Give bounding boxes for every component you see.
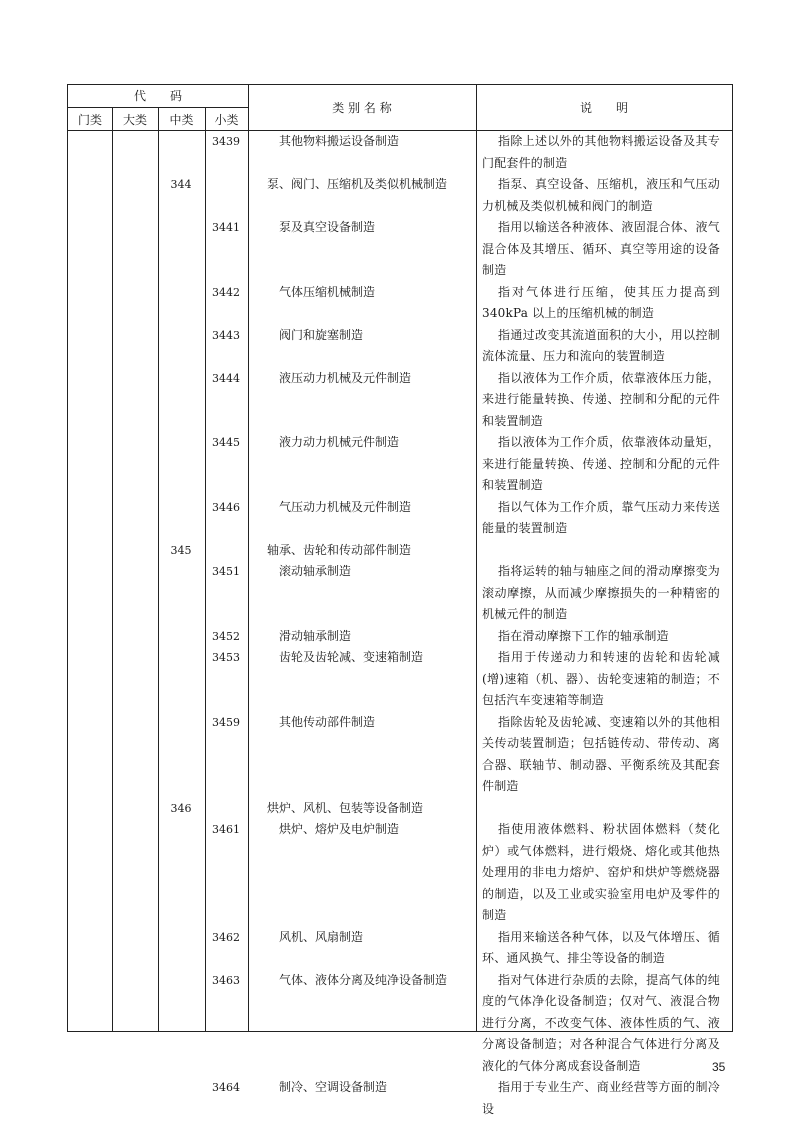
mid-code: 346 [170, 801, 192, 815]
sub-code: 3439 [212, 135, 240, 148]
sub-code: 3445 [212, 436, 240, 449]
sub-code: 3444 [212, 371, 240, 385]
category-name: 制冷、空调设备制造 [279, 1080, 388, 1094]
table-row [68, 712, 732, 798]
table-row [68, 970, 732, 1078]
table-row [68, 927, 732, 970]
page-number: 35 [712, 1060, 726, 1074]
header-men: 门类 [77, 113, 102, 127]
table-row [68, 325, 732, 368]
category-description: 指以气体为工作介质，靠气压动力来传送能量的装置制造 [482, 499, 720, 535]
sub-code: 3446 [212, 500, 240, 514]
table-row [68, 819, 732, 927]
category-description: 指除上述以外的其他物料搬运设备及其专门配套件的制造 [482, 134, 720, 170]
category-name: 烘炉、风机、包装等设备制造 [267, 800, 424, 815]
header-xiao: 小类 [214, 113, 239, 127]
table-row [68, 282, 732, 325]
category-description: 指用来输送各种气体，以及气体增压、循环、通风换气、排尘等设备的制造 [482, 929, 720, 965]
header-da: 大类 [122, 113, 147, 127]
category-name: 滚动轴承制造 [279, 564, 352, 578]
table-row [68, 368, 732, 433]
category-name: 阀门和旋塞制造 [279, 327, 364, 342]
sub-code: 3442 [212, 285, 240, 299]
table-row [68, 131, 732, 174]
category-description: 指对气体进行压缩，使其压力提高到 340kPa 以上的压缩机械的制造 [482, 284, 720, 320]
category-description: 指通过改变其流道面积的大小，用以控制流体流量、压力和流向的装置制造 [482, 327, 720, 363]
sub-code: 3452 [212, 629, 240, 643]
sub-code: 3464 [212, 1081, 240, 1094]
table-row [68, 497, 732, 540]
table-row [68, 174, 732, 217]
mid-code: 344 [170, 178, 192, 191]
category-name: 齿轮及齿轮减、变速箱制造 [279, 650, 424, 664]
mid-code: 345 [170, 543, 192, 557]
table-row [68, 647, 732, 712]
sub-code: 3441 [212, 221, 240, 234]
header-zhong: 中类 [169, 113, 194, 127]
category-description: 指以液体为工作介质，依靠液体动量矩，来进行能量转换、传递、控制和分配的元件和装置制造 [482, 435, 720, 492]
table-row [68, 1077, 732, 1120]
category-description: 指用于传递动力和转速的齿轮和齿轮减(增)速箱（机、器）、齿轮变速箱的制造；不包括汽车变速箱等制造 [482, 650, 720, 707]
table-row [68, 540, 732, 562]
category-name: 泵及真空设备制造 [279, 220, 376, 234]
category-description: 指泵、真空设备、压缩机，液压和气压动力机械及类似机械和阀门的制造 [482, 177, 720, 213]
category-description: 指除齿轮及齿轮减、变速箱以外的其他相关传动装置制造；包括链传动、带传动、离合器、联轴节、制动器、平衡系统及其配套件制造 [482, 714, 720, 793]
sub-code: 3459 [212, 715, 240, 729]
header-name: 类 别 名 称 [332, 101, 392, 115]
sub-code: 3443 [212, 328, 240, 342]
category-name: 液力动力机械元件制造 [279, 435, 400, 449]
sub-code: 3462 [212, 930, 240, 944]
category-name: 气体、液体分离及纯净设备制造 [279, 972, 448, 987]
category-name: 气体压缩机械制造 [279, 284, 376, 299]
category-description: 指在滑动摩擦下工作的轴承制造 [498, 628, 669, 643]
header-subline [68, 107, 248, 108]
sub-code: 3461 [212, 823, 240, 836]
category-name: 烘炉、熔炉及电炉制造 [279, 822, 400, 836]
sub-code: 3463 [212, 973, 240, 987]
table-body [68, 131, 732, 1120]
table-row [68, 217, 732, 282]
category-description: 指使用液体燃料、粉状固体燃料（焚化炉）或气体燃料，进行煅烧、熔化或其他热处理用的非电力熔炉、窑炉和烘炉等燃烧器的制造，以及工业或实验室用电炉及零件的制造 [482, 822, 720, 922]
category-name: 泵、阀门、压缩机及类似机械制造 [267, 177, 448, 191]
category-name: 其他物料搬运设备制造 [279, 134, 400, 148]
category-description: 指用于专业生产、商业经营等方面的制冷设 [482, 1080, 720, 1116]
table-row [68, 798, 732, 820]
header-code: 代 码 [133, 89, 182, 103]
sub-code: 3453 [212, 651, 240, 664]
category-name: 风机、风扇制造 [279, 929, 364, 944]
category-name: 滑动轴承制造 [279, 628, 352, 643]
table-row [68, 626, 732, 648]
category-description: 指用以输送各种液体、液固混合体、液气混合体及其增压、循环、真空等用途的设备制造 [482, 220, 720, 277]
category-name: 轴承、齿轮和传动部件制造 [267, 542, 412, 557]
category-name: 液压动力机械及元件制造 [279, 370, 412, 385]
category-description: 指以液体为工作介质，依靠液体压力能，来进行能量转换、传递、控制和分配的元件和装置制造 [482, 370, 720, 428]
sub-code: 3451 [212, 565, 240, 578]
table-row [68, 561, 732, 626]
category-description: 指对气体进行杂质的去除，提高气体的纯度的气体净化设备制造；仅对气、液混合物进行分离，不改变气体、液体性质的气、液分离设备制造；对各种混合气体进行分离及液化的气体分离成套设备制造 [482, 972, 720, 1073]
category-name: 气压动力机械及元件制造 [279, 499, 412, 514]
table-row [68, 432, 732, 497]
header-desc: 说 明 [579, 101, 628, 115]
category-name: 其他传动部件制造 [279, 714, 376, 729]
category-description: 指将运转的轴与轴座之间的滑动摩擦变为滚动摩擦，从而减少摩擦损失的一种精密的机械元件的制造 [482, 564, 720, 621]
